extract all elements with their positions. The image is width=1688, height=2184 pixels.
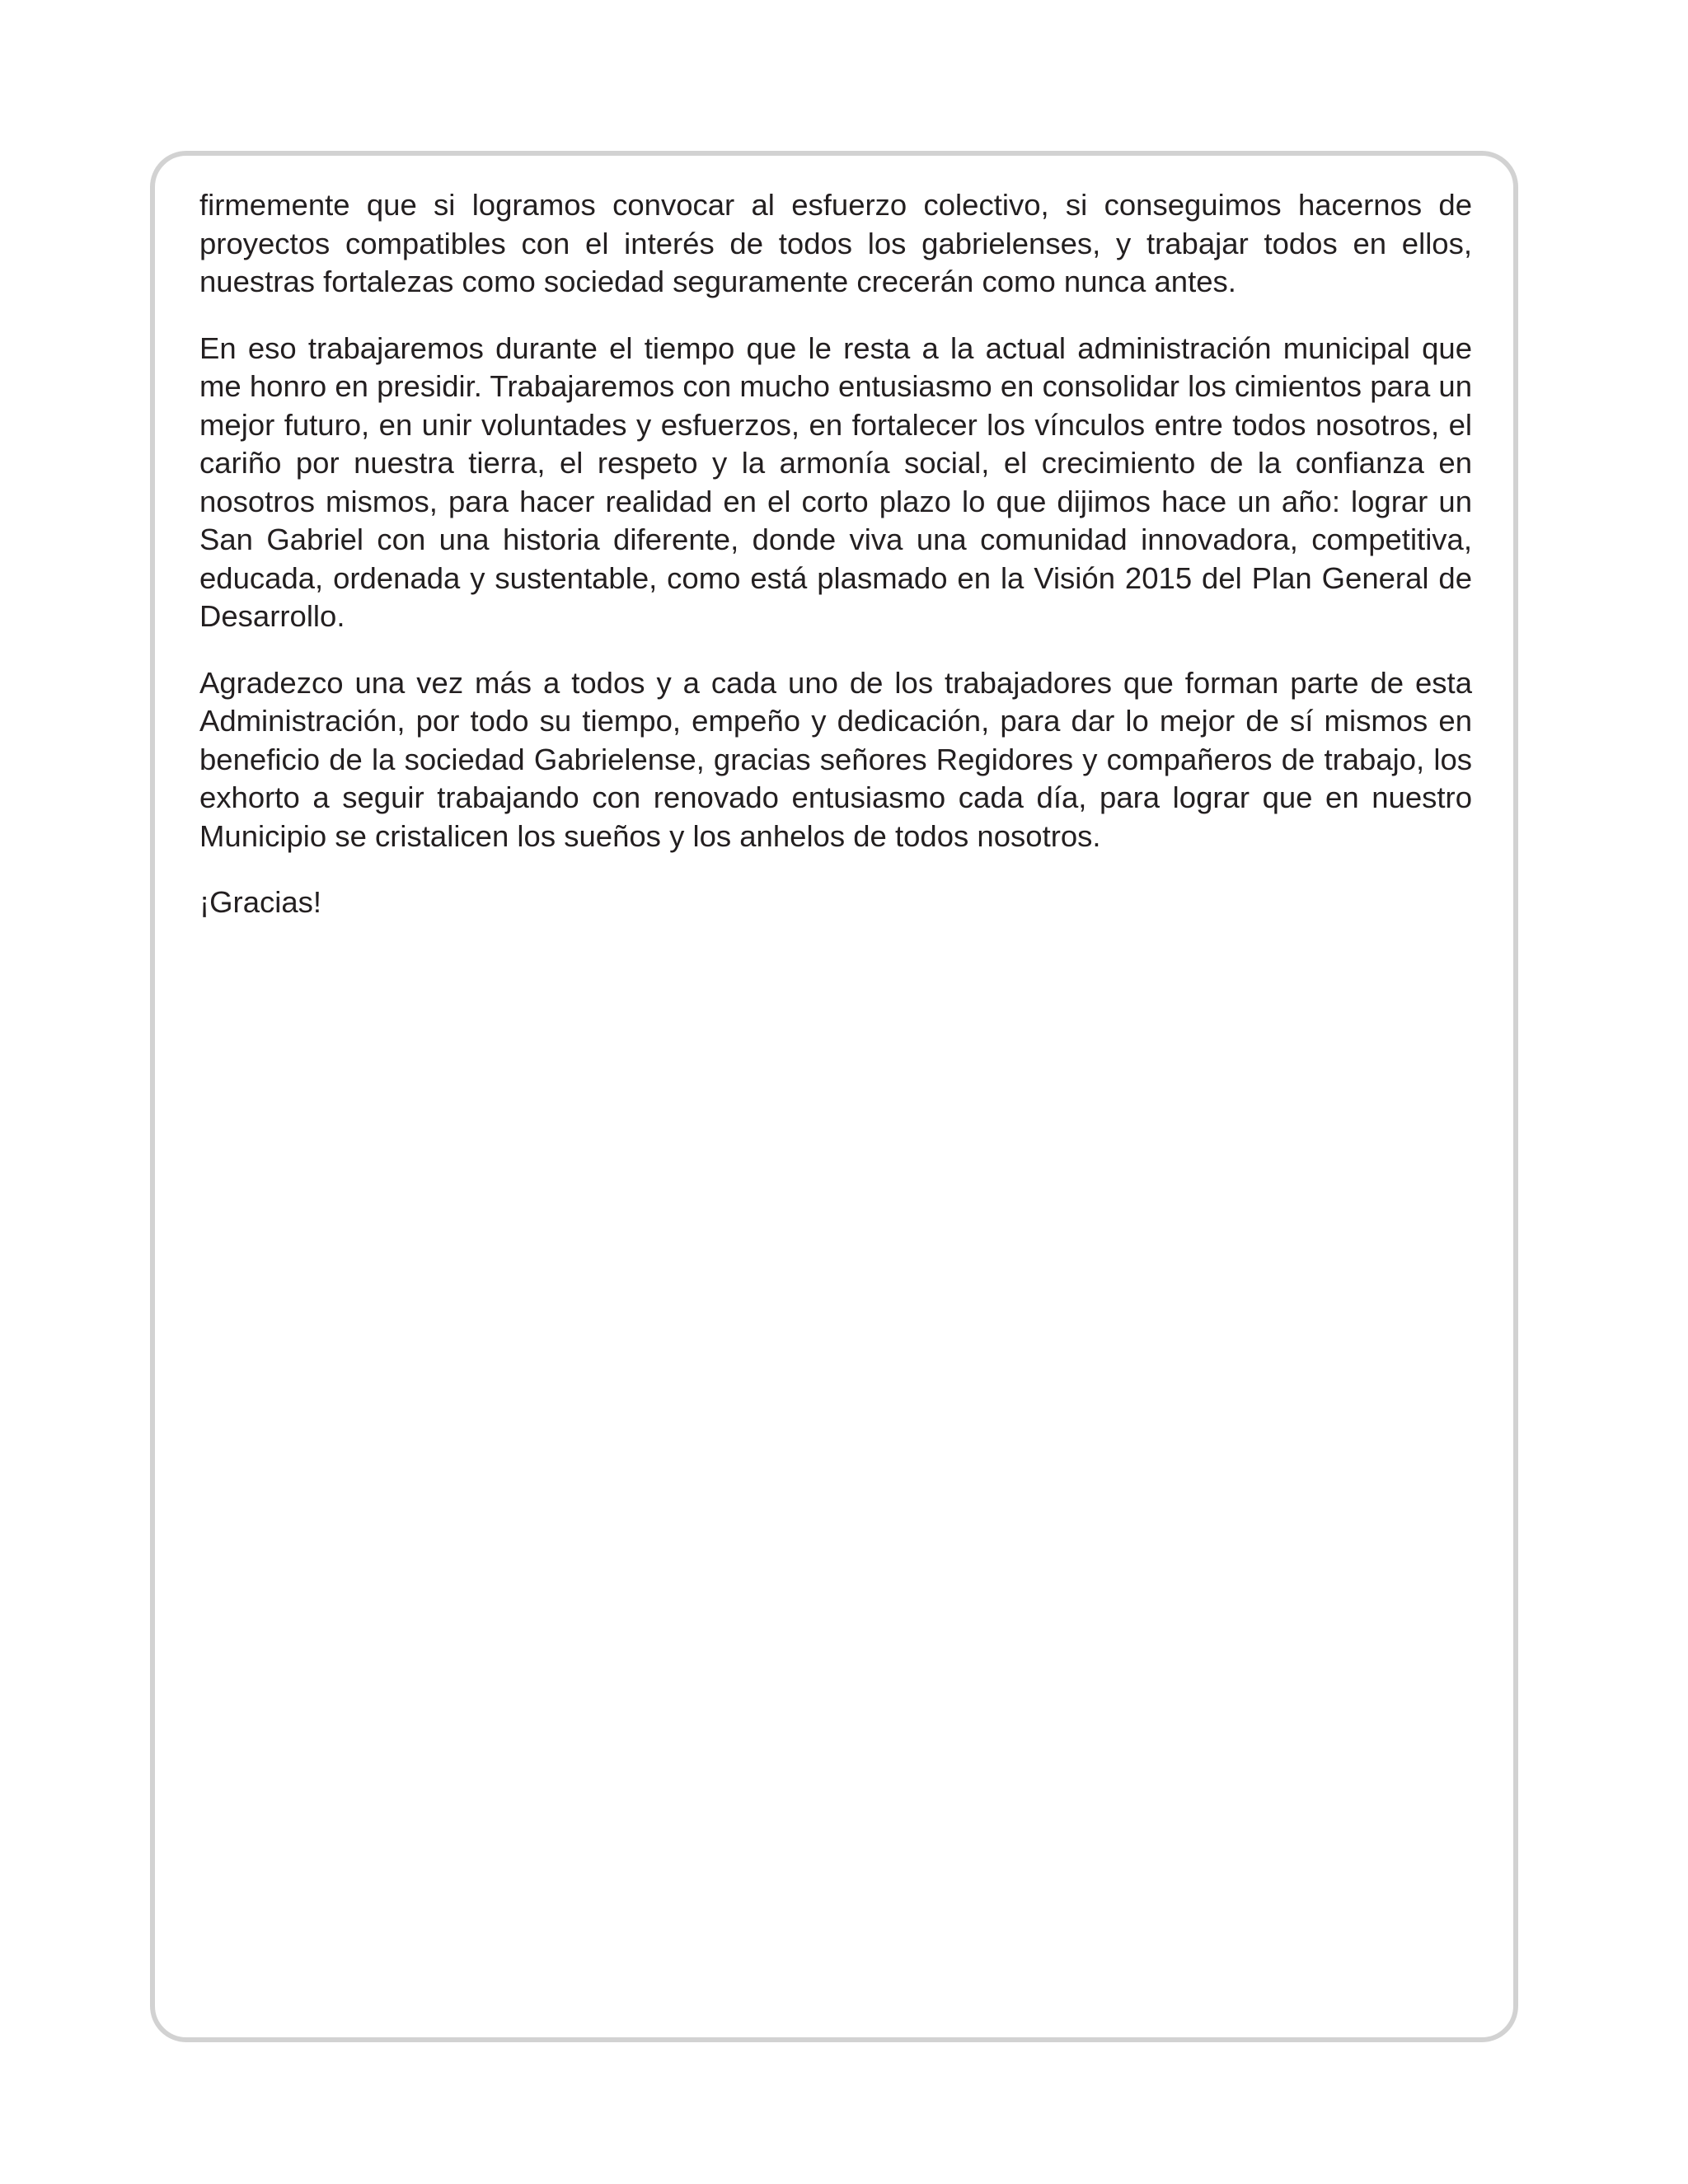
closing-line: ¡Gracias! (199, 885, 322, 919)
document-body (199, 186, 1472, 950)
paragraph-2: En eso trabajaremos durante el tiempo que le resta a la actual administración municipal que me honro en presidir. Trabajaremos con mucho entusiasmo en consolidar los cimientos para un mejor futuro, en unir voluntades y esfuerzos, en fortalecer los vínculos entre todos nosotros, el cariño por nuestra tierra, el respeto y la armonía social, el crecimiento de la confianza en nosotros mismos, para hacer realidad en el corto plazo lo que dijimos hace un año: lograr un San Gabriel con una historia diferente, donde viva una comunidad innovadora, competitiva, educada, ordenada y sustentable, como está plasmado en la Visión 2015 del Plan General de Desarrollo. (199, 330, 1472, 633)
paragraph-1: firmemente que si logramos convocar al esfuerzo colectivo, si conseguimos hacernos de proyectos compatibles con el interés de todos los gabrielenses, y trabajar todos en ellos, nuestras fortalezas como sociedad seguramente crecerán como nunca antes. (199, 188, 1472, 298)
paragraph-3: Agradezco una vez más a todos y a cada uno de los trabajadores que forman parte de esta Administración, por todo su tiempo, empeño y dedicación, para dar lo mejor de sí mismos en beneficio de la sociedad Gabrielense, gracias señores Regidores y compañeros de trabajo, los exhorto a seguir trabajando con renovado entusiasmo cada día, para lograr que en nuestro Municipio se cristalicen los sueños y los anhelos de todos nosotros. (199, 665, 1472, 853)
